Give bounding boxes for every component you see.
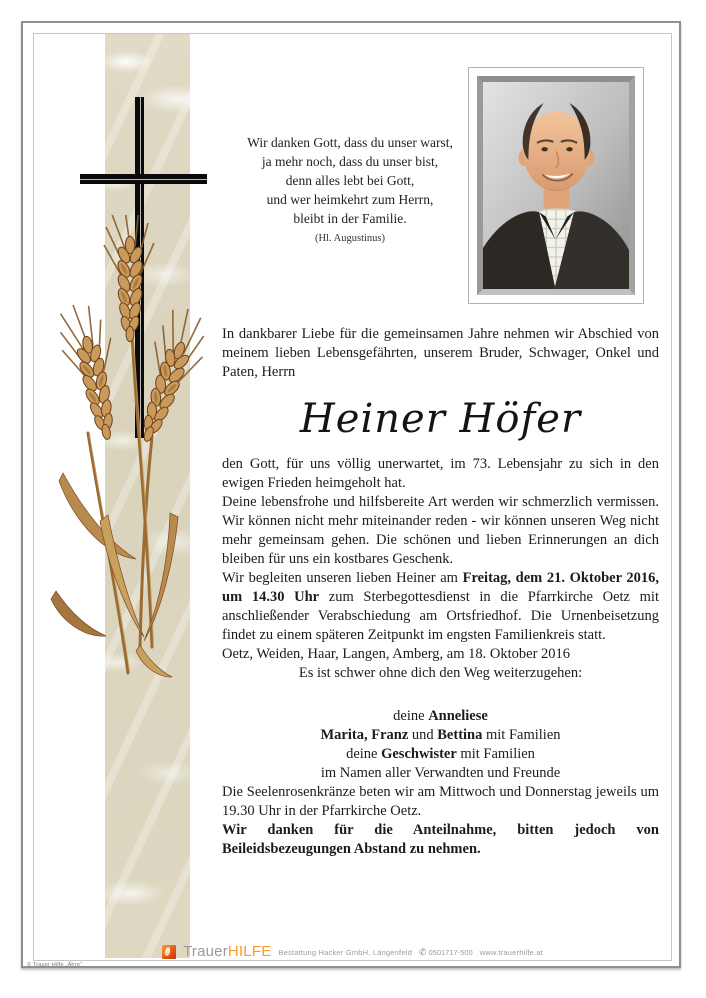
- mourner-line: deine Geschwister mit Familien: [346, 746, 535, 762]
- footer-phone: [419, 947, 473, 958]
- condolence-paragraph: Wir danken für die Anteilnahme, bitten jedoch von Beileidsbezeugungen Abstand zu nehmen.: [222, 822, 659, 857]
- footer-company: Bestattung Hacker GmbH, Längenfeld: [278, 947, 412, 957]
- brand-gray-part: Trauer: [183, 943, 228, 960]
- obituary-intro: In dankbarer Liebe für die gemeinsamen Jahre nehmen wir Abschied von meinem lieben Lebensgefährten, unserem Bruder, Schwager, Onkel und Paten, Herrn: [222, 326, 659, 380]
- obituary-text: [222, 325, 659, 859]
- deceased-name: Heiner Höfer: [299, 396, 582, 442]
- mourners-block: [222, 707, 659, 783]
- quote-line: und wer heimkehrt zum Herrn,: [266, 192, 434, 207]
- memorial-quote: [180, 133, 520, 248]
- copyright-note: © Trauer Hilfe „Ähre“: [27, 962, 83, 968]
- quote-line: ja mehr noch, dass du unser bist,: [261, 154, 439, 169]
- quote-line: denn alles lebt bei Gott,: [285, 173, 415, 188]
- farewell-line: Es ist schwer ohne dich den Weg weiterzugehen:: [298, 665, 583, 681]
- rosary-paragraph: Die Seelenrosenkränze beten wir am Mittwoch und Donnerstag jeweils um 19.30 Uhr in der Pfarrkirche Oetz.: [222, 784, 659, 819]
- phone-icon: ✆: [418, 946, 427, 957]
- brand-orange-part: HILFE: [227, 943, 272, 960]
- trauerhilfe-logo-icon: [162, 945, 176, 959]
- footer-website: www.trauerhilfe.at: [479, 947, 543, 957]
- death-paragraph: den Gott, für uns völlig unerwartet, im 73. Lebensjahr zu sich in den ewigen Frieden heimgeholt hat.: [222, 456, 659, 491]
- places-date-line: Oetz, Weiden, Haar, Langen, Amberg, am 18. Oktober 2016: [222, 646, 571, 662]
- funeral-home-footer: [33, 942, 672, 962]
- footer-phone-number: 0501717-500: [428, 947, 473, 957]
- memory-paragraph: Deine lebensfrohe und hilfsbereite Art werden wir schmerzlich vermissen. Wir können nicht mehr miteinander reden - wir können unseren Weg nicht mehr gemeinsam gehen. Die schönen und lieben Erinnerungen an dich bleiben für uns ein kostbares Geschenk.: [222, 494, 659, 567]
- quote-line: bleibt in der Familie.: [293, 211, 407, 226]
- mourner-line: deine Anneliese: [393, 708, 488, 724]
- quote-attribution: (Hl. Augustinus): [314, 233, 385, 244]
- mourner-line: im Namen aller Verwandten und Freunde: [320, 765, 561, 781]
- wheat-illustration: [48, 215, 218, 685]
- funeral-paragraph: Wir begleiten unseren lieben Heiner am Freitag, dem 21. Oktober 2016, um 14.30 Uhr zum Sterbegottesdienst in die Pfarrkirche Oetz mit anschließender Verabschiedung am Ortsfriedhof. Die Urnenbeisetzung findet zu einem späteren Zeitpunkt im engsten Familienkreis statt.: [222, 570, 659, 643]
- quote-line: Wir danken Gott, dass du unser warst,: [247, 135, 453, 150]
- mourner-line: Marita, Franz und Bettina mit Familien: [320, 727, 561, 743]
- trauerhilfe-brand: [183, 945, 271, 959]
